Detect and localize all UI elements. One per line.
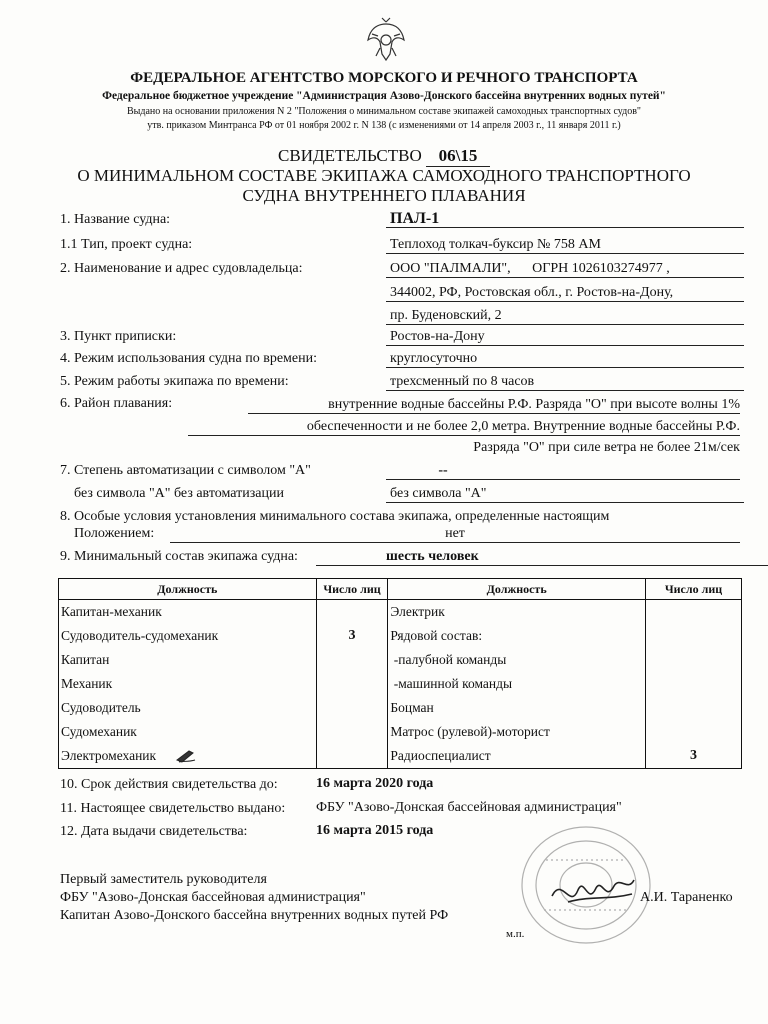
table-header-row [59,579,742,600]
list-item: Рядовой состав: [390,628,483,643]
field-2-value-1 [386,260,744,278]
header-position-right: Должность [388,579,646,600]
field-12-value: 16 марта 2015 года [316,823,434,838]
header-count-right: Число лиц [645,579,741,600]
left-count-value: 3 [348,628,356,643]
field-9-value: шесть человек [316,548,768,566]
field-2-label: 2. Наименование и адрес судовладельца: [60,261,303,276]
coat-of-arms-emblem [364,16,408,62]
field-10-label: 10. Срок действия свидетельства до: [60,777,278,792]
field-5-label: 5. Режим работы экипажа по времени: [60,374,289,389]
field-6-value-3: Разряда "О" при силе ветра не более 21м/сек [473,440,740,455]
signatory-name: А.И. Тараненко [640,890,733,905]
list-item: Капитан-механик [61,604,162,619]
crew-table [58,578,742,769]
signatory-title-2: ФБУ "Азово-Донская бассейновая администрация" [60,890,366,905]
field-6-label: 6. Район плавания: [60,396,173,411]
field-5-value: трехсменный по 8 часов [386,373,744,391]
left-positions-cell [59,600,317,769]
list-item [59,744,316,768]
signatory-title-3: Капитан Азово-Донского бассейна внутренних водных путей РФ [60,908,449,923]
signatory-title-1: Первый заместитель руководителя [60,872,267,887]
basis-line-1: Выдано на основании приложения N 2 "Положения о минимальном составе экипажей самоходных транспортных судов" [126,106,642,117]
list-item: Электрик [390,604,445,619]
field-4-label: 4. Режим использования судна по времени: [60,351,317,366]
field-7-value: -- [386,462,740,480]
field-3-value: Ростов-на-Дону [386,328,744,346]
certificate-title [0,146,768,167]
right-positions-cell [388,600,646,769]
certificate-subtitle-2: СУДНА ВНУТРЕННЕГО ПЛАВАНИЯ [242,186,526,205]
field-8-label: 8. Особые условия установления минимального состава экипажа, определенные настоящим [60,509,610,524]
certificate-number: 06\15 [426,146,490,167]
list-item: Матрос (рулевой)-моторист [390,724,550,739]
field-2-value-2: 344002, РФ, Ростовская обл., г. Ростов-на-Дону, [386,284,744,302]
left-count-cell [316,600,388,769]
header-position-left: Должность [59,579,317,600]
list-item: Судоводитель [61,700,141,715]
right-count-value: 3 [689,748,697,763]
field-10-value: 16 марта 2020 года [316,776,434,791]
list-item: Боцман [390,700,434,715]
field-3-label: 3. Пункт приписки: [60,329,177,344]
owner-ogrn: ОГРН 1026103274977 , [532,261,670,276]
basis-line-2: утв. приказом Минтранса РФ от 01 ноября 2002 г. N 138 (с изменениями от 14 апреля 2003 г., 11 января 2011 г.) [147,120,621,131]
field-11-label: 11. Настоящее свидетельство выдано: [60,801,286,816]
field-1-value: ПАЛ-1 [386,210,744,228]
field-7b-label: без символа "А" без автоматизации [74,486,284,501]
list-item: -палубной команды [390,652,507,667]
list-item: Механик [61,676,113,691]
field-7b-value: без символа "А" [386,485,744,503]
right-count-cell [645,600,741,769]
field-1-1-label: 1.1 Тип, проект судна: [60,237,193,252]
field-2-value-3: пр. Буденовский, 2 [386,307,744,325]
owner-name: ООО "ПАЛМАЛИ", [390,261,511,276]
field-8-value: нет [170,525,740,543]
stamp-place-label: м.п. [506,928,525,940]
field-1-label: 1. Название судна: [60,212,171,227]
field-11-value: ФБУ "Азово-Донская бассейновая администрация" [316,800,622,815]
list-item: Радиоспециалист [390,748,491,763]
field-6-value-2: обеспеченности и не более 2,0 метра. Внутренние водные бассейны Р.Ф. [188,418,740,436]
certificate-subtitle-1: О МИНИМАЛЬНОМ СОСТАВЕ ЭКИПАЖА САМОХОДНОГО ТРАНСПОРТНОГО [77,166,691,185]
field-7-label: 7. Степень автоматизации с символом "А" [60,463,311,478]
table-row [59,600,742,769]
list-item-label: Электромеханик [61,748,157,763]
list-item: -машинной команды [390,676,513,691]
certificate-word: СВИДЕТЕЛЬСТВО [278,146,422,165]
list-item: Капитан [61,652,110,667]
field-6-value-1: внутренние водные бассейны Р.Ф. Разряда "О" при высоте волны 1% [248,396,740,414]
field-8b-label: Положением: [74,526,155,541]
pen-mark-icon [175,748,197,764]
header-count-left: Число лиц [316,579,388,600]
field-9-label: 9. Минимальный состав экипажа судна: [60,549,298,564]
field-12-label: 12. Дата выдачи свидетельства: [60,824,248,839]
agency-title: ФЕДЕРАЛЬНОЕ АГЕНТСТВО МОРСКОГО И РЕЧНОГО ТРАНСПОРТА [130,70,638,86]
list-item: Судоводитель-судомеханик [61,628,219,643]
handwritten-signature [548,866,638,916]
field-4-value: круглосуточно [386,350,744,368]
field-1-1-value: Теплоход толкач-буксир № 758 АМ [386,236,744,254]
list-item: Судомеханик [61,724,137,739]
institution-name: Федеральное бюджетное учреждение "Администрация Азово-Донского бассейна внутренних водных путей" [102,90,666,102]
